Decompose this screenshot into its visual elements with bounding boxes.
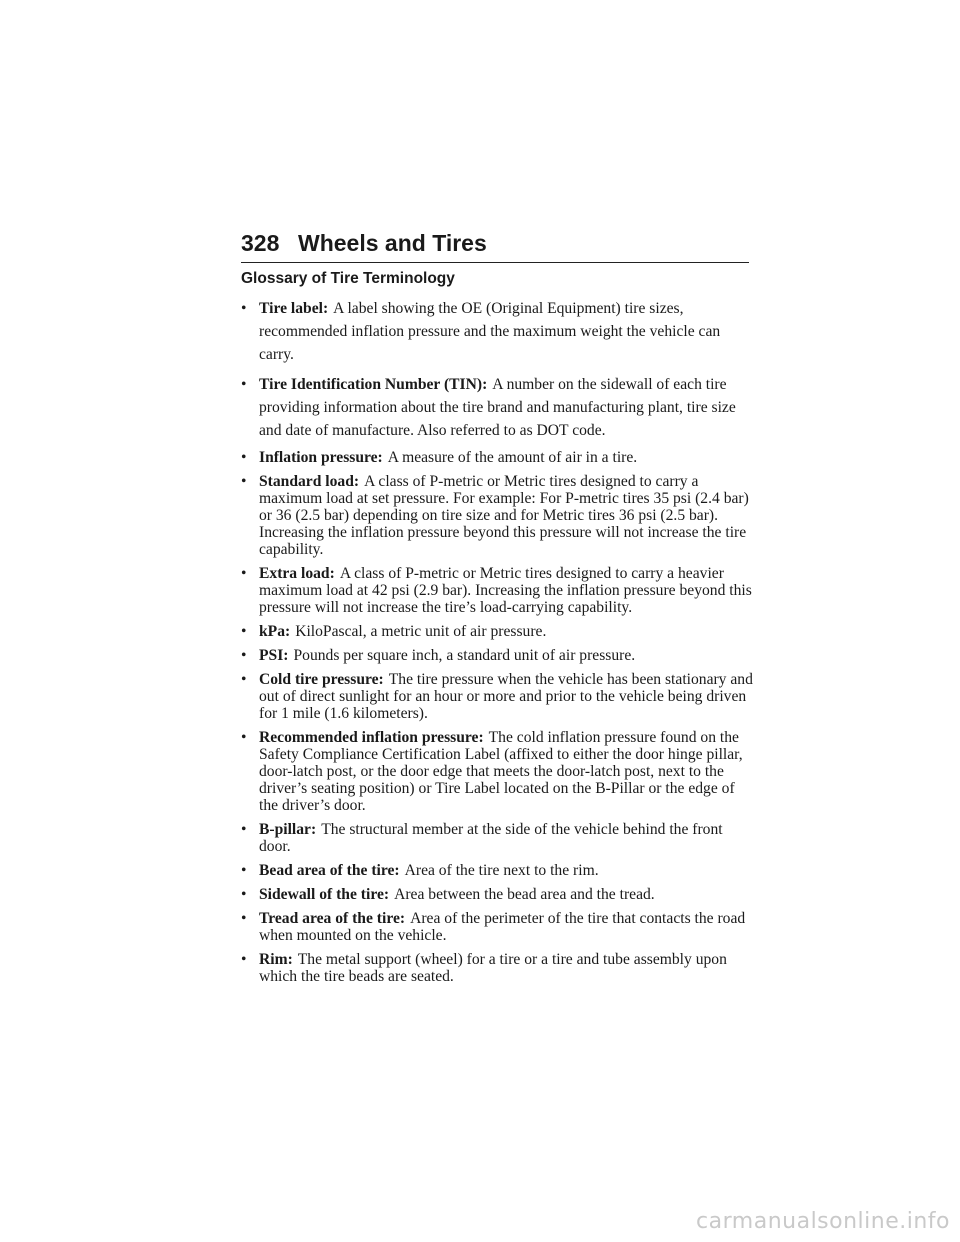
glossary-term: Rim: [259,951,293,968]
glossary-definition: A measure of the amount of air in a tire. [387,449,638,466]
glossary-item [241,886,756,903]
glossary-item [241,862,756,879]
watermark: carmanualsonline.info [696,1209,950,1234]
glossary-list [241,297,756,992]
glossary-term: Recommended inflation pressure: [259,729,484,746]
glossary-term: PSI: [259,647,289,664]
glossary-term: Cold tire pressure: [259,671,384,688]
glossary-item [241,951,756,985]
bullet-icon: • [241,910,247,927]
glossary-item [241,821,756,855]
bullet-icon: • [241,300,247,317]
glossary-definition: The cold inflation pressure found on the Safety Compliance Certification Label (affixed to either the door hinge pillar, door-latch post, or the door edge that meets the door-latch post, next to the driver’s seating position) or Tire Label located on the B-Pillar or the edge of the driver’s door. [259,729,743,814]
bullet-icon: • [241,729,247,746]
bullet-icon: • [241,449,247,466]
glossary-item [241,449,756,466]
glossary-term: Standard load: [259,473,360,490]
glossary-term: Extra load: [259,565,335,582]
glossary-term: kPa: [259,623,291,640]
glossary-item [241,910,756,944]
glossary-item [241,647,756,664]
glossary-item [241,297,756,366]
glossary-definition: A label showing the OE (Original Equipment) tire sizes, recommended inflation pressure and the maximum weight the vehicle can carry. [259,300,721,363]
bullet-icon: • [241,862,247,879]
glossary-item [241,623,756,640]
glossary-definition: Area of the tire next to the rim. [404,862,599,879]
bullet-icon: • [241,473,247,490]
glossary-definition: A number on the sidewall of each tire providing information about the tire brand and manufacturing plant, tire size and date of manufacture. Also referred to as DOT code. [259,376,736,439]
bullet-icon: • [241,647,247,664]
glossary-definition: The metal support (wheel) for a tire or a tire and tube assembly upon which the tire beads are seated. [259,951,727,985]
glossary-item [241,729,756,814]
glossary-item [241,671,756,722]
bullet-icon: • [241,886,247,903]
glossary-item [241,565,756,616]
glossary-term: Inflation pressure: [259,449,383,466]
glossary-term: Tire label: [259,300,329,317]
chapter-title: Wheels and Tires [298,230,487,256]
glossary-definition: The tire pressure when the vehicle has been stationary and out of direct sunlight for an hour or more and prior to the vehicle being driven for 1 mile (1.6 kilometers). [259,671,753,722]
glossary-term: Tread area of the tire: [259,910,406,927]
bullet-icon: • [241,623,247,640]
glossary-term: Sidewall of the tire: [259,886,390,903]
section-heading: Glossary of Tire Terminology [241,270,455,287]
bullet-icon: • [241,565,247,582]
bullet-icon: • [241,951,247,968]
bullet-icon: • [241,821,247,838]
glossary-item [241,373,756,442]
glossary-definition: Area of the perimeter of the tire that contacts the road when mounted on the vehicle. [259,910,746,944]
page-number: 328 [241,230,280,256]
page-header [241,228,749,263]
bullet-icon: • [241,376,247,393]
glossary-definition: The structural member at the side of the vehicle behind the front door. [259,821,723,855]
glossary-definition: KiloPascal, a metric unit of air pressure. [295,623,547,640]
glossary-term: Bead area of the tire: [259,862,400,879]
glossary-item [241,473,756,558]
glossary-definition: A class of P-metric or Metric tires designed to carry a maximum load at set pressure. For example: For P-metric tires 35 psi (2.4 bar) or 36 (2.5 bar) depending on tire size and for Metric tires 36 psi (2.5 bar). Increasing the inflation pressure beyond this pressure will not increase the tire capability. [259,473,749,558]
glossary-definition: A class of P-metric or Metric tires designed to carry a heavier maximum load at 42 psi (2.9 bar). Increasing the inflation pressure beyond this pressure will not increase the tire’s load-carrying capability. [259,565,752,616]
bullet-icon: • [241,671,247,688]
glossary-definition: Area between the bead area and the tread. [394,886,655,903]
glossary-term: B-pillar: [259,821,317,838]
glossary-definition: Pounds per square inch, a standard unit of air pressure. [293,647,636,664]
glossary-term: Tire Identification Number (TIN): [259,376,488,393]
